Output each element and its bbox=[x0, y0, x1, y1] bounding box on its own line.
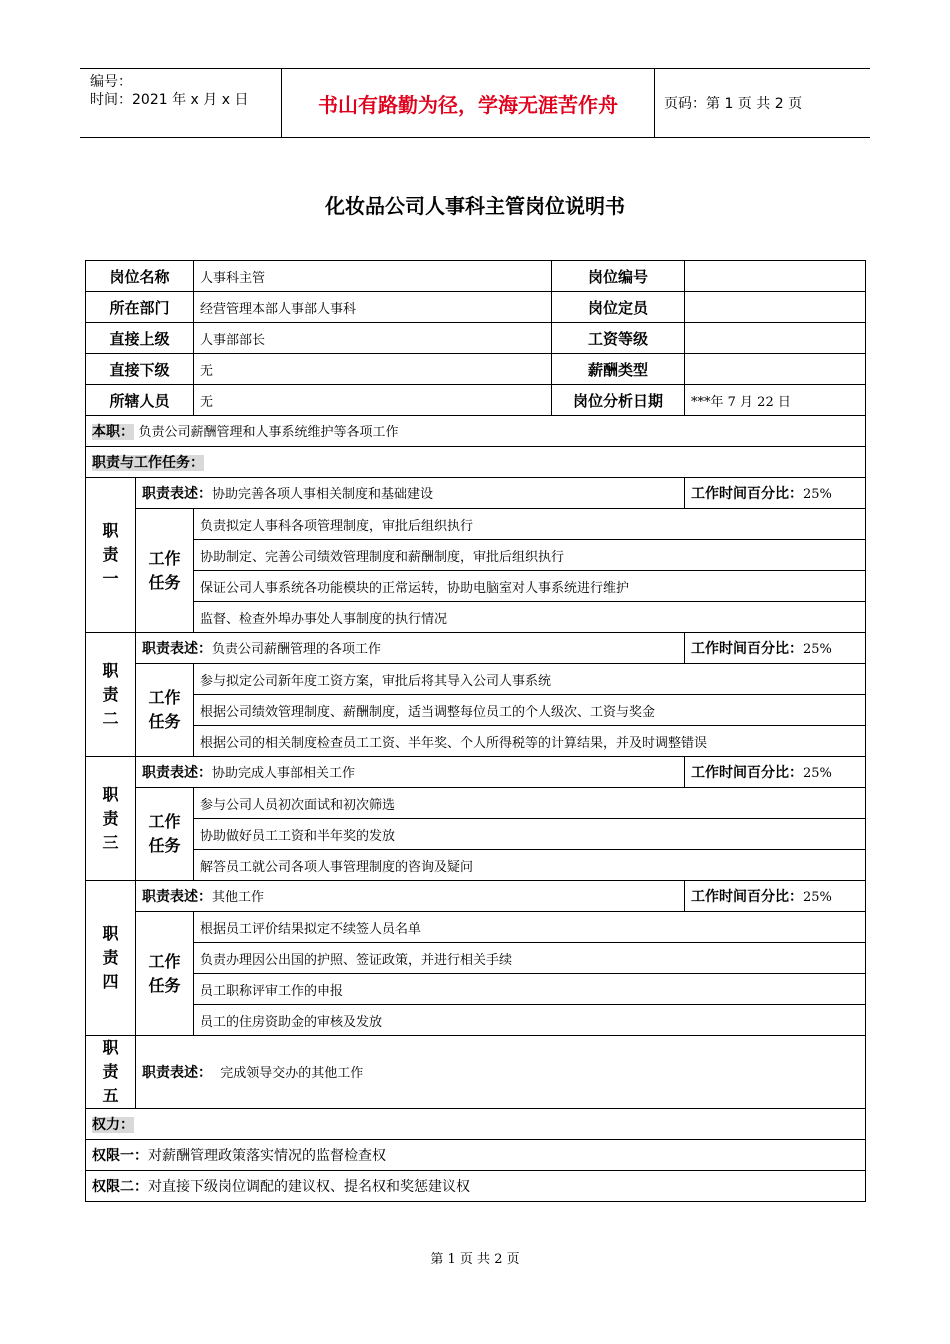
pay-type-value bbox=[685, 354, 866, 385]
header-slogan: 书山有路勤为径，学海无涯苦作舟 bbox=[282, 69, 655, 137]
duty-2-work-label bbox=[136, 664, 194, 757]
dept-value: 经营管理本部人事部人事科 bbox=[194, 292, 552, 323]
number-label: 编号： bbox=[90, 74, 132, 90]
duty-desc-text: 协助完成人事部相关工作 bbox=[212, 766, 356, 781]
duty-3-pct bbox=[685, 757, 866, 788]
page-footer: 第 1 页 共 2 页 bbox=[430, 1252, 520, 1267]
staff-value: 无 bbox=[194, 385, 552, 416]
work-label-line: 任务 bbox=[148, 836, 181, 855]
duty-2-task: 根据公司的相关制度检查员工工资、半年奖、个人所得税等的计算结果，并及时调整错误 bbox=[194, 726, 866, 757]
duty-4-name-char: 职 bbox=[102, 924, 119, 943]
work-label-line: 任务 bbox=[148, 975, 181, 995]
time-label: 时间：2021 年 x 月 x 日 bbox=[90, 92, 249, 108]
duty-4-task: 根据员工评价结果拟定不续签人员名单 bbox=[194, 912, 866, 943]
work-label-line: 工作 bbox=[148, 688, 181, 707]
duty-2-desc bbox=[136, 633, 685, 664]
header-page-code: 页码：第 1 页 共 2 页 bbox=[664, 96, 803, 112]
duty-5-name-char: 责 bbox=[102, 1062, 119, 1081]
grade-value bbox=[685, 323, 866, 354]
staffing-value bbox=[685, 292, 866, 323]
pct-value: 25% bbox=[803, 642, 832, 657]
duty-4-task: 负责办理因公出国的护照、签证政策，并进行相关手续 bbox=[194, 943, 866, 974]
duty-desc-label: 职责表述： bbox=[142, 1065, 212, 1081]
duty-4-work-label bbox=[136, 912, 194, 1036]
duty-2-task: 参与拟定公司新年度工资方案，审批后将其导入公司人事系统 bbox=[194, 664, 866, 695]
authority-item-text: 对直接下级岗位调配的建议权、提名权和奖惩建议权 bbox=[148, 1179, 470, 1195]
duties-header-row bbox=[86, 447, 866, 478]
duty-3-name-char: 三 bbox=[102, 832, 119, 852]
authority-item-label: 权限一： bbox=[92, 1148, 148, 1164]
duty-5-name bbox=[86, 1036, 136, 1109]
duty-4-desc bbox=[136, 881, 685, 912]
duty-3-work-label bbox=[136, 788, 194, 881]
pct-label: 工作时间百分比： bbox=[691, 765, 804, 781]
duty-2-name-char: 职 bbox=[102, 660, 119, 680]
subordinate-value: 无 bbox=[194, 354, 552, 385]
post-no-value bbox=[685, 261, 866, 292]
duty-summary-text: 负责公司薪酬管理和人事系统维护等各项工作 bbox=[138, 425, 399, 440]
authority-header-row bbox=[86, 1109, 866, 1140]
duty-1-name bbox=[86, 478, 136, 633]
duty-summary-row bbox=[86, 416, 866, 447]
duty-3-name-char: 责 bbox=[102, 808, 119, 828]
duty-1-task: 监督、检查外埠办事处人事制度的执行情况 bbox=[194, 602, 866, 633]
post-name-value: 人事科主管 bbox=[194, 261, 552, 292]
duty-2-name bbox=[86, 633, 136, 757]
authority-item-1 bbox=[86, 1140, 866, 1171]
duty-5-name-char: 职 bbox=[102, 1038, 119, 1057]
duty-desc-label: 职责表述： bbox=[142, 765, 212, 781]
duties-header: 职责与工作任务： bbox=[92, 455, 204, 471]
subordinate-label: 直接下级 bbox=[86, 354, 194, 385]
post-no-label: 岗位编号 bbox=[552, 261, 685, 292]
duty-3-name bbox=[86, 757, 136, 881]
authority-item-text: 对薪酬管理政策落实情况的监督检查权 bbox=[148, 1148, 386, 1164]
duty-1-task: 保证公司人事系统各功能模块的正常运转，协助电脑室对人事系统进行维护 bbox=[194, 571, 866, 602]
duty-1-task: 负责拟定人事科各项管理制度，审批后组织执行 bbox=[194, 509, 866, 540]
duty-1-task: 协助制定、完善公司绩效管理制度和薪酬制度，审批后组织执行 bbox=[194, 540, 866, 571]
authority-label: 权力： bbox=[92, 1117, 134, 1133]
superior-value: 人事部部长 bbox=[194, 323, 552, 354]
duty-1-desc bbox=[136, 478, 685, 509]
duty-2-pct bbox=[685, 633, 866, 664]
duty-5-desc bbox=[136, 1036, 866, 1109]
dept-label: 所在部门 bbox=[86, 292, 194, 323]
pct-label: 工作时间百分比： bbox=[691, 486, 804, 502]
duty-3-task: 协助做好员工工资和半年奖的发放 bbox=[194, 819, 866, 850]
duty-2-name-char: 二 bbox=[102, 708, 119, 728]
work-label-line: 工作 bbox=[148, 812, 181, 831]
duty-desc-text: 负责公司薪酬管理的各项工作 bbox=[212, 642, 382, 657]
header-meta bbox=[80, 69, 282, 137]
duty-1-name-char: 职 bbox=[102, 521, 119, 540]
duty-5-name-char: 五 bbox=[102, 1086, 119, 1105]
pct-value: 25% bbox=[803, 890, 832, 905]
analysis-date-label: 岗位分析日期 bbox=[552, 385, 685, 416]
duty-3-task: 解答员工就公司各项人事管理制度的咨询及疑问 bbox=[194, 850, 866, 881]
pct-value: 25% bbox=[803, 487, 832, 502]
pct-label: 工作时间百分比： bbox=[691, 889, 804, 905]
duty-3-name-char: 职 bbox=[102, 784, 119, 804]
authority-item-2 bbox=[86, 1171, 866, 1202]
document-title: 化妆品公司人事科主管岗位说明书 bbox=[325, 194, 625, 218]
duty-desc-label: 职责表述： bbox=[142, 486, 212, 502]
superior-label: 直接上级 bbox=[86, 323, 194, 354]
staff-label: 所辖人员 bbox=[86, 385, 194, 416]
work-label-line: 任务 bbox=[148, 572, 181, 592]
duty-4-name bbox=[86, 881, 136, 1036]
duty-1-name-char: 责 bbox=[102, 545, 119, 564]
post-name-label: 岗位名称 bbox=[86, 261, 194, 292]
duty-1-pct bbox=[685, 478, 866, 509]
duty-4-name-char: 责 bbox=[102, 948, 119, 967]
duty-desc-label: 职责表述： bbox=[142, 889, 212, 905]
duty-desc-label: 职责表述： bbox=[142, 641, 212, 657]
authority-item-label: 权限二： bbox=[92, 1179, 148, 1195]
duty-4-pct bbox=[685, 881, 866, 912]
duty-1-name-char: 一 bbox=[102, 569, 119, 588]
work-label-line: 任务 bbox=[148, 712, 181, 731]
work-label-line: 工作 bbox=[148, 951, 181, 971]
duty-4-task: 员工的住房资助金的审核及发放 bbox=[194, 1005, 866, 1036]
duty-desc-text: 协助完善各项人事相关制度和基础建设 bbox=[212, 487, 434, 502]
work-label-line: 工作 bbox=[148, 548, 181, 568]
staffing-label: 岗位定员 bbox=[552, 292, 685, 323]
job-description-table bbox=[85, 260, 866, 1202]
duty-1-work-label bbox=[136, 509, 194, 633]
duty-2-task: 根据公司绩效管理制度、薪酬制度，适当调整每位员工的个人级次、工资与奖金 bbox=[194, 695, 866, 726]
duty-summary-label: 本职： bbox=[92, 424, 134, 440]
duty-2-name-char: 责 bbox=[102, 684, 119, 704]
grade-label: 工资等级 bbox=[552, 323, 685, 354]
duty-3-task: 参与公司人员初次面试和初次筛选 bbox=[194, 788, 866, 819]
duty-4-task: 员工职称评审工作的申报 bbox=[194, 974, 866, 1005]
document-header bbox=[80, 68, 870, 138]
duty-desc-text: 其他工作 bbox=[212, 890, 265, 905]
duty-3-desc bbox=[136, 757, 685, 788]
duty-4-name-char: 四 bbox=[102, 972, 119, 991]
pay-type-label: 薪酬类型 bbox=[552, 354, 685, 385]
duty-desc-text: 完成领导交办的其他工作 bbox=[212, 1066, 364, 1081]
pct-value: 25% bbox=[803, 766, 832, 781]
analysis-date-value: ***年 7 月 22 日 bbox=[685, 385, 866, 416]
pct-label: 工作时间百分比： bbox=[691, 641, 804, 657]
